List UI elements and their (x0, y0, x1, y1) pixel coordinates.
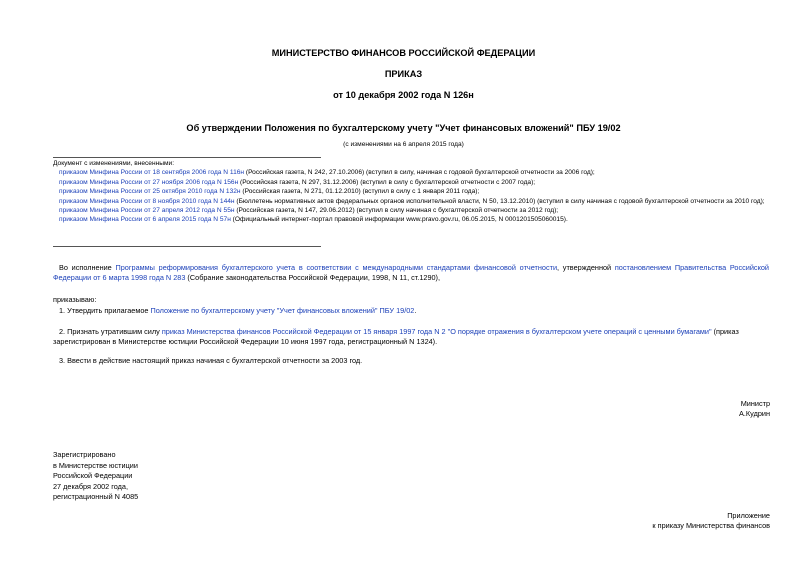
amendment-link[interactable]: приказом Минфина России от 25 октября 2010 года N 132н (59, 188, 241, 196)
regulation-link[interactable]: Положение по бухгалтерскому учету "Учет финансовых вложений" ПБУ 19/02 (150, 306, 415, 315)
signature-position: Министр (740, 399, 770, 408)
top-divider (53, 157, 321, 158)
doc-type-heading: ПРИКАЗ (384, 69, 423, 79)
repealed-order-link[interactable]: приказ Министерства финансов Российской Федерации от 15 января 1997 года N 2 "О порядке отражения в бухгалтерском учете операций с ценными бумагами" (161, 327, 712, 336)
item-2-continued: зарегистрирован в Министерстве юстиции Российской Федерации 10 июня 1997 года, регистрационный N 1324). (53, 337, 438, 346)
amendment-item: приказом Минфина России от 25 октября 2010 года N 132н (Российская газета, N 271, 01.12.2010) (вступил в силу с 1 января 2011 года); (59, 188, 480, 196)
signature-name: А.Кудрин (739, 409, 770, 418)
appendix-label: Приложение (727, 511, 770, 520)
order-word: приказываю: (53, 295, 97, 304)
decree-link[interactable]: постановлением Правительства Российской Федерации (53, 263, 769, 282)
amendment-item: приказом Минфина России от 8 ноября 2010 года N 144н (Бюллетень нормативных актов федеральных органов исполнительной власти, N 50, 13.12.2010) (вступил в силу начиная с годовой бухгалтерской отчетности за 2010 год); (59, 197, 765, 205)
decree-link-date[interactable]: от 6 марта 1998 года N 283 (93, 272, 186, 282)
amendments-intro: Документ с изменениями, внесенными: (53, 160, 175, 167)
amendments-block (53, 159, 769, 225)
preamble-paragraph: Во исполнение Программы реформирования бухгалтерского учета в соответствии с международными стандартами финансовой отчетности, утвержденной постановлением Правительства Российской Федерации от 6 марта 1998 года N 283 (Собрание законодательства Российской Федерации, 1998, N 11, ст.1290), (53, 263, 769, 282)
amendment-link[interactable]: приказом Минфина России от 6 апреля 2015 года N 57н (59, 216, 231, 224)
amendment-item: приказом Минфина России от 6 апреля 2015 года N 57н (Официальный интернет-портал правовой информации www.pravo.gov.ru, 06.05.2015, N 0001201505060015). (59, 216, 568, 224)
appendix-reference: к приказу Министерства финансов (652, 521, 770, 530)
doc-title: Об утверждении Положения по бухгалтерскому учету "Учет финансовых вложений" ПБУ 19/02 (186, 123, 621, 133)
amendment-item: приказом Минфина России от 18 сентября 2006 года N 116н (Российская газета, N 242, 27.10.2006) (вступил в силу, начиная с годовой бухгалтерской отчетности за 2006 год); (59, 169, 595, 177)
amendment-link[interactable]: приказом Минфина России от 27 апреля 2012 года N 55н (59, 207, 235, 215)
doc-date-heading: от 10 декабря 2002 года N 126н (333, 90, 474, 100)
bottom-divider (53, 246, 321, 247)
revision-note: (с изменениями на 6 апреля 2015 года) (343, 141, 464, 148)
ministry-heading: МИНИСТЕРСТВО ФИНАНСОВ РОССИЙСКОЙ ФЕДЕРАЦИИ (271, 48, 536, 58)
item-1: 1. Утвердить прилагаемое Положение по бухгалтерскому учету "Учет финансовых вложений" ПБУ 19/02. (59, 306, 417, 315)
program-link[interactable]: Программы реформирования бухгалтерского учета в соответствии с международными стандартами финансовой отчетности (115, 263, 558, 272)
amendment-item: приказом Минфина России от 27 ноября 2006 года N 156н (Российская газета, N 297, 31.12.2006) (вступил в силу с бухгалтерской отчетности с 2007 года); (59, 178, 536, 186)
registration-block: Зарегистрировано в Министерстве юстиции Российской Федерации 27 декабря 2002 года, регистрационный N 4085 (53, 450, 139, 502)
amendment-item: приказом Минфина России от 27 апреля 2012 года N 55н (Российская газета, N 147, 29.06.2012) (вступил в силу начиная с бухгалтерской отчетности за 2012 год); (59, 207, 559, 215)
item-3: 3. Ввести в действие настоящий приказ начиная с бухгалтерской отчетности за 2003 год. (59, 356, 363, 365)
amendment-link[interactable]: приказом Минфина России от 8 ноября 2010 года N 144н (59, 197, 235, 205)
item-2: 2. Признать утратившим силу приказ Министерства финансов Российской Федерации от 15 января 1997 года N 2 "О порядке отражения в бухгалтерском учете операций с ценными бумагами" (приказ (59, 327, 739, 336)
amendment-link[interactable]: приказом Минфина России от 27 ноября 2006 года N 156н (59, 178, 239, 186)
amendment-link[interactable]: приказом Минфина России от 18 сентября 2006 года N 116н (59, 169, 245, 177)
